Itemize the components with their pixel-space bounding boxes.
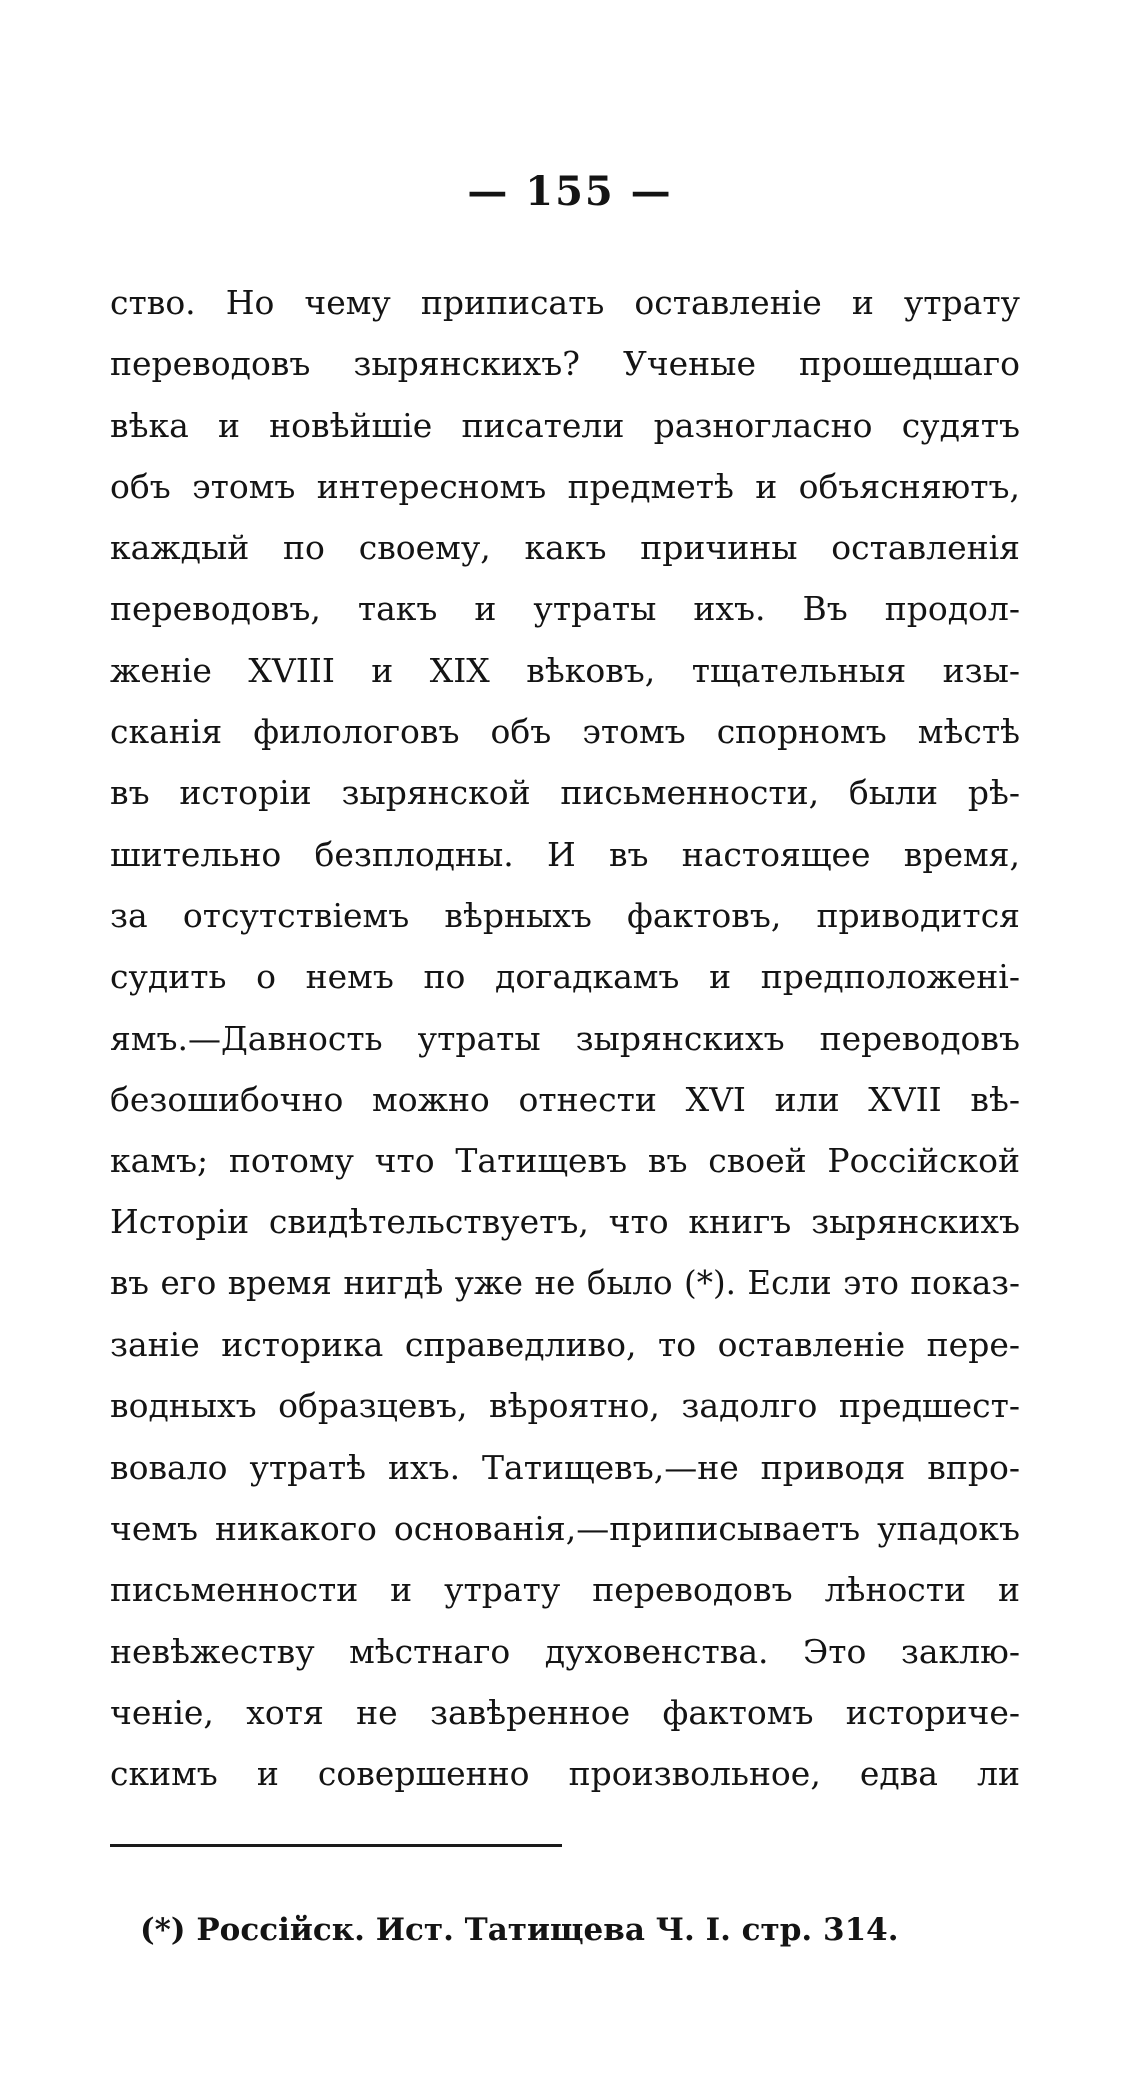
- text-line-4: объ этомъ интересномъ предметѣ и объясняютъ,: [110, 466, 1020, 506]
- text-line-21: чемъ никакого основанія,—приписываетъ упадокъ: [110, 1508, 1020, 1548]
- text-line-9: въ исторіи зырянской письменности, были рѣ-: [110, 773, 1020, 813]
- text-line-25: скимъ и совершенно произвольное, едва ли: [110, 1754, 1020, 1794]
- footnote: (*) Россійск. Ист. Татищева Ч. I. стр. 314.: [140, 1912, 899, 1948]
- text-line-6: переводовъ, такъ и утраты ихъ. Въ продол-: [110, 589, 1020, 629]
- text-line-8: сканія филологовъ объ этомъ спорномъ мѣстѣ: [110, 712, 1020, 752]
- page-number: — 155 —: [467, 168, 673, 215]
- text-line-1: ство. Но чему приписать оставленіе и утрату: [110, 283, 1020, 322]
- text-line-24: ченіе, хотя не завѣренное фактомъ историче-: [110, 1692, 1020, 1732]
- text-line-2: переводовъ зырянскихъ? Ученые прошедшаго: [110, 344, 1020, 384]
- text-line-23: невѣжеству мѣстнаго духовенства. Это заклю-: [110, 1631, 1020, 1671]
- text-line-19: водныхъ образцевъ, вѣроятно, задолго предшест-: [110, 1386, 1020, 1426]
- text-line-11: за отсутствіемъ вѣрныхъ фактовъ, приводится: [110, 895, 1020, 935]
- text-line-17: въ его время нигдѣ уже не было (*). Если это показ-: [110, 1263, 1020, 1302]
- text-line-10: шительно безплодны. И въ настоящее время,: [110, 834, 1020, 874]
- text-line-20: вовало утратѣ ихъ. Татищевъ,—не приводя впро-: [110, 1447, 1020, 1487]
- text-line-12: судить о немъ по догадкамъ и предположені-: [110, 957, 1020, 997]
- text-line-7: женіе XVIII и XIX вѣковъ, тщательныя изы-: [110, 650, 1020, 690]
- text-line-22: письменности и утрату переводовъ лѣности и: [110, 1570, 1020, 1610]
- text-line-15: камъ; потому что Татищевъ въ своей Россійской: [110, 1141, 1020, 1181]
- footnote-rule: [110, 1844, 562, 1847]
- body-text: [110, 272, 1020, 1804]
- text-line-18: заніе историка справедливо, то оставленіе пере-: [110, 1325, 1020, 1365]
- text-line-16: Исторіи свидѣтельствуетъ, что книгъ зырянскихъ: [110, 1202, 1020, 1242]
- text-line-14: безошибочно можно отнести XVI или XVII вѣ-: [110, 1079, 1020, 1119]
- text-line-5: каждый по своему, какъ причины оставленія: [110, 528, 1020, 568]
- text-line-3: вѣка и новѣйшіе писатели разногласно судятъ: [110, 405, 1020, 445]
- text-line-13: ямъ.—Давность утраты зырянскихъ переводовъ: [110, 1018, 1020, 1058]
